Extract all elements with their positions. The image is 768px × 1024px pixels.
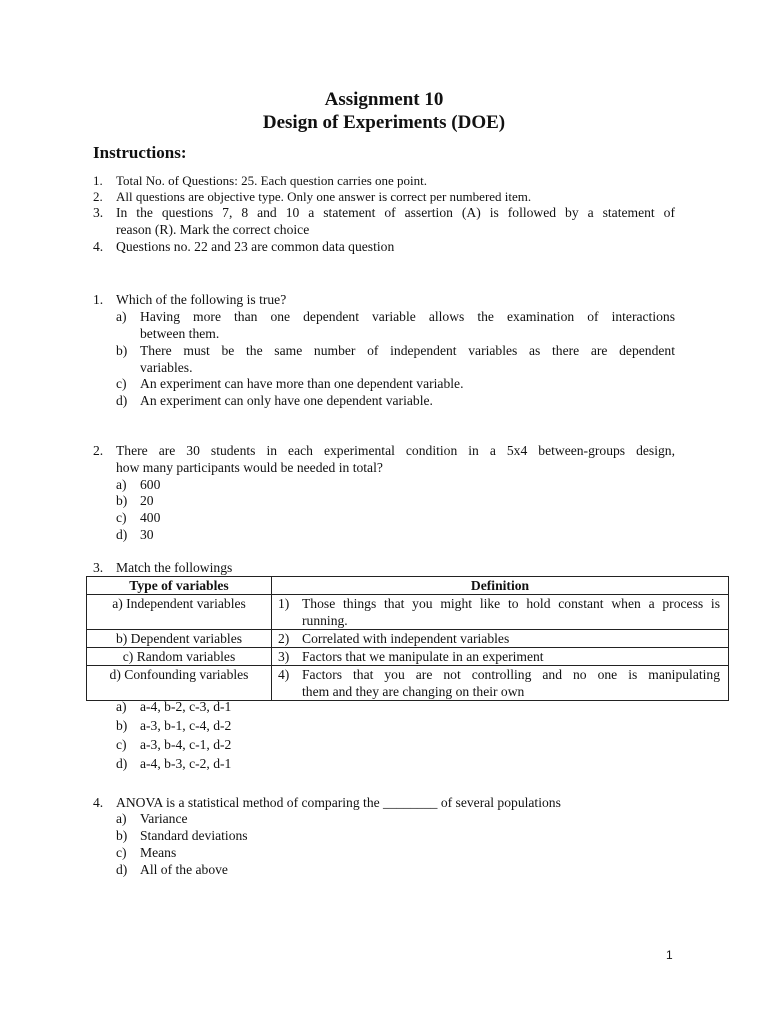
definition-number: 3)	[278, 649, 290, 664]
option-label: d)	[116, 756, 128, 771]
option-label: a)	[116, 699, 127, 714]
option-label: b)	[116, 343, 128, 358]
option-text: a-4, b-3, c-2, d-1	[140, 756, 232, 771]
variable-type-cell: c) Random variables	[87, 648, 272, 666]
definition-text-continued: them and they are changing on their own	[302, 684, 525, 699]
option-text: a-3, b-1, c-4, d-2	[140, 718, 232, 733]
definition-text-continued: running.	[302, 613, 348, 628]
option-label: d)	[116, 862, 128, 877]
option-label: c)	[116, 737, 127, 752]
definition-text: Correlated with independent variables	[302, 631, 510, 646]
option-label: d)	[116, 527, 128, 542]
variable-type-cell: a) Independent variables	[87, 595, 272, 630]
question-number: 1.	[93, 292, 104, 307]
definition-cell	[272, 648, 729, 666]
option-text: An experiment can have more than one dependent variable.	[140, 376, 464, 391]
definition-number: 4)	[278, 667, 290, 682]
instruction-text: Questions no. 22 and 23 are common data question	[116, 239, 395, 254]
instructions-heading: Instructions:	[93, 143, 187, 162]
option-label: c)	[116, 845, 127, 860]
column-header-type: Type of variables	[87, 577, 272, 595]
option-text: There must be the same number of independent variables as there are dependent	[140, 343, 675, 358]
assignment-subtitle: Design of Experiments (DOE)	[262, 112, 506, 133]
instruction-text: reason (R). Mark the correct choice	[116, 222, 310, 237]
match-table-header-row	[87, 577, 729, 595]
instruction-number: 3.	[93, 205, 104, 220]
definition-text: Those things that you might like to hold constant when a process is	[302, 596, 720, 611]
question-text: Match the followings	[116, 560, 233, 575]
option-text: All of the above	[140, 862, 228, 877]
variable-type-cell: d) Confounding variables	[87, 666, 272, 701]
definition-number: 1)	[278, 596, 290, 611]
definition-number: 2)	[278, 631, 290, 646]
definition-cell	[272, 666, 729, 701]
question-number: 2.	[93, 443, 104, 458]
option-text: 600	[140, 477, 161, 492]
definition-cell	[272, 630, 729, 648]
instruction-number: 1.	[93, 173, 103, 188]
option-label: c)	[116, 376, 127, 391]
question-text: how many participants would be needed in total?	[116, 460, 383, 475]
question-text: Which of the following is true?	[116, 292, 287, 307]
instruction-number: 4.	[93, 239, 104, 254]
option-label: d)	[116, 393, 128, 408]
option-text: Variance	[140, 811, 188, 826]
option-label: a)	[116, 477, 127, 492]
option-text: Means	[140, 845, 177, 860]
table-row	[87, 595, 729, 630]
option-label: b)	[116, 828, 128, 843]
option-text: between them.	[140, 326, 220, 341]
option-text: 30	[140, 527, 154, 542]
option-label: a)	[116, 309, 127, 324]
option-text: a-3, b-4, c-1, d-2	[140, 737, 232, 752]
question-number: 3.	[93, 560, 104, 575]
table-row	[87, 630, 729, 648]
option-label: b)	[116, 493, 128, 508]
option-text: Having more than one dependent variable allows the examination of interactions	[140, 309, 675, 324]
table-row	[87, 666, 729, 701]
definition-cell	[272, 595, 729, 630]
option-text: 400	[140, 510, 161, 525]
definition-text: Factors that you are not controlling and no one is manipulating	[302, 667, 720, 682]
question-number: 4.	[93, 795, 104, 810]
instruction-text: In the questions 7, 8 and 10 a statement of assertion (A) is followed by a statement of	[116, 205, 675, 220]
option-text: Standard deviations	[140, 828, 248, 843]
assignment-title: Assignment 10	[324, 89, 444, 110]
option-text: variables.	[140, 360, 193, 375]
variable-type-cell: b) Dependent variables	[87, 630, 272, 648]
instruction-text: Total No. of Questions: 25. Each question carries one point.	[116, 173, 428, 188]
option-text: a-4, b-2, c-3, d-1	[140, 699, 232, 714]
question-text: ANOVA is a statistical method of comparing the ________ of several populations	[116, 795, 561, 810]
option-text: 20	[140, 493, 154, 508]
table-row	[87, 648, 729, 666]
option-text: An experiment can only have one dependent variable.	[140, 393, 433, 408]
instruction-number: 2.	[93, 189, 103, 204]
page-number: 1	[666, 948, 673, 962]
definition-text: Factors that we manipulate in an experiment	[302, 649, 544, 664]
option-label: a)	[116, 811, 127, 826]
column-header-definition: Definition	[272, 577, 729, 595]
option-label: b)	[116, 718, 128, 733]
option-label: c)	[116, 510, 127, 525]
match-table	[86, 576, 729, 701]
instruction-text: All questions are objective type. Only one answer is correct per numbered item.	[116, 189, 532, 204]
question-text: There are 30 students in each experimental condition in a 5x4 between-groups design,	[116, 443, 675, 458]
